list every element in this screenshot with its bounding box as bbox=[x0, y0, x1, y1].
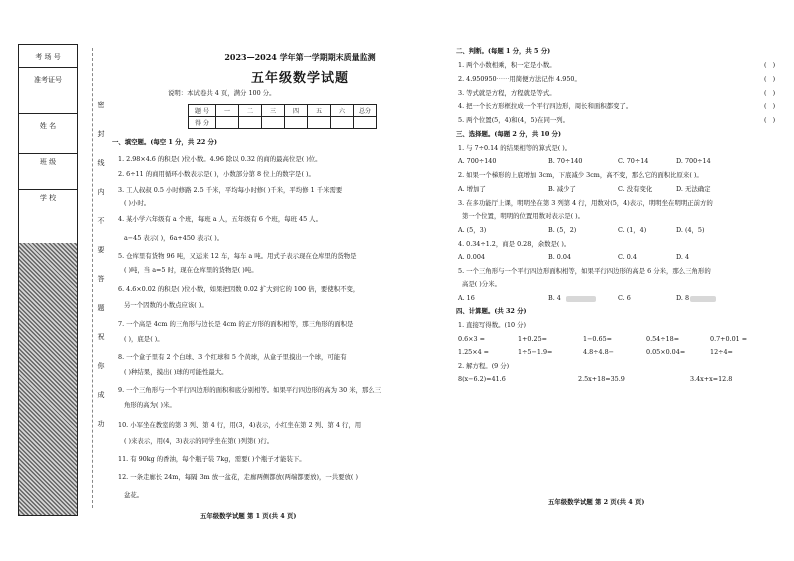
school-cell bbox=[19, 189, 77, 243]
seal-char: 要 bbox=[97, 246, 105, 254]
choice-1-option-c: C. 70÷14 bbox=[618, 157, 649, 165]
score-table-header-row bbox=[189, 105, 377, 117]
seal-text-column bbox=[96, 100, 106, 448]
question-3-line-1: 3. 工人叔叔 0.5 小时修路 2.5 千米，平均每小时修( )千米，平均修 1 千米需要 bbox=[118, 186, 343, 194]
exam-room-cell bbox=[19, 45, 77, 68]
scan-smudge bbox=[566, 296, 596, 302]
calc-part-2-heading: 2. 解方程。(9 分) bbox=[458, 362, 510, 370]
question-1: 1. 2.98×4.6 的积是( )位小数。4.96 除以 0.32 的商的最高位是( )位。 bbox=[118, 155, 322, 163]
score-cell bbox=[262, 117, 285, 129]
class-cell bbox=[19, 153, 77, 190]
choice-5-line-2: 高是( )分米。 bbox=[462, 280, 501, 288]
ticket-number-label: 准考证号 bbox=[34, 76, 62, 84]
exam-year-title: 2023—2024 学年第一学期期末质量监测 bbox=[224, 52, 376, 62]
choice-5-option-c: C. 6 bbox=[618, 294, 631, 302]
mental-calc-1: 0.6×3 = bbox=[458, 335, 485, 343]
judge-1: 1. 两个小数相乘，积一定是小数。 bbox=[458, 61, 556, 69]
choice-4-option-d: D. 4 bbox=[676, 253, 690, 261]
mental-calc-6: 1.25×4 = bbox=[458, 348, 490, 356]
question-4-line-1: 4. 某小学六年级有 a 个班，每班 a 人，五年级有 6 个班，每班 45 人。 bbox=[118, 215, 322, 223]
question-8-line-2: ( )种结果，摸出( )球的可能性最大。 bbox=[124, 368, 228, 376]
seal-char: 密 bbox=[97, 101, 105, 109]
question-6-line-1: 6. 4.6×0.02 的积是( )位小数，如果把因数 0.02 扩大到它的 100 倍，要使积不变， bbox=[118, 285, 360, 293]
question-4-line-2: a−45 表示( )，6a+450 表示( )。 bbox=[124, 234, 224, 242]
choice-3-option-d: D. (4，5) bbox=[676, 226, 705, 234]
question-6-line-2: 另一个因数的小数点应该( )。 bbox=[124, 301, 208, 309]
score-cell bbox=[239, 117, 262, 129]
equation-3: 3.4x+x=12.8 bbox=[690, 375, 733, 383]
question-12-line-1: 12. 一条走廊长 24m，每隔 3m 放一盆花，走廊两侧都放(两端都要放)，一共要放( ) bbox=[118, 473, 358, 481]
score-table bbox=[188, 104, 377, 129]
question-5-line-2: ( )吨，当 a=5 时，现在仓库里的货物是( )吨。 bbox=[124, 266, 258, 274]
calc-part-1-heading: 1. 直接写得数。(10 分) bbox=[458, 321, 527, 329]
binding-strip bbox=[18, 44, 78, 516]
question-3-line-2: ( )小时。 bbox=[124, 199, 151, 207]
mental-calc-7: 1÷5−1.9= bbox=[518, 348, 553, 356]
choice-2-option-b: B. 减少了 bbox=[548, 185, 576, 193]
seal-char: 不 bbox=[97, 217, 105, 225]
seal-char: 祝 bbox=[97, 333, 105, 341]
score-header-cell: 三 bbox=[262, 105, 285, 117]
exam-note: 说明：本试卷共 4 页，满分 100 分。 bbox=[168, 89, 276, 97]
choice-4-option-a: A. 0.004 bbox=[458, 253, 485, 261]
choice-2-option-a: A. 增加了 bbox=[458, 185, 486, 193]
choice-4-option-c: C. 0.4 bbox=[618, 253, 637, 261]
seal-char: 功 bbox=[97, 420, 105, 428]
ticket-number-cell bbox=[19, 67, 77, 114]
score-cell bbox=[308, 117, 331, 129]
score-table-score-row bbox=[189, 117, 377, 129]
seal-char: 成 bbox=[97, 391, 105, 399]
question-5-line-1: 5. 仓库里有货物 96 吨，又运来 12 车，每车 a 吨。用式子表示现在仓库里的货物是 bbox=[118, 252, 357, 260]
score-cell bbox=[354, 117, 377, 129]
choice-5-option-b: B. 4 bbox=[548, 294, 561, 302]
judge-4: 4. 把一个长方形框拉成一个平行四边形，周长和面积都变了。 bbox=[458, 102, 633, 110]
score-header-cell: 四 bbox=[285, 105, 308, 117]
page-footer-2: 五年级数学试题 第 2 页(共 4 页) bbox=[548, 498, 645, 506]
seal-char: 封 bbox=[97, 130, 105, 138]
choice-2-option-c: C. 没有变化 bbox=[618, 185, 653, 193]
name-cell bbox=[19, 113, 77, 154]
question-9-line-2: 角形的高为( )米。 bbox=[124, 401, 176, 409]
section-choice-heading: 三、选择题。(每题 2 分，共 10 分) bbox=[456, 130, 561, 138]
judge-5: 5. 两个位置(5，4)和(4，5)在同一列。 bbox=[458, 116, 570, 124]
score-header-cell: 题 号 bbox=[189, 105, 216, 117]
choice-5-option-d: D. 8 bbox=[676, 294, 690, 302]
choice-2: 2. 如果一个梯形的上底增加 3cm，下底减少 3cm，高不变，那么它的面积比原来( )。 bbox=[458, 171, 703, 179]
seal-char: 内 bbox=[97, 188, 105, 196]
name-label: 姓 名 bbox=[39, 122, 57, 130]
choice-5-option-a: A. 16 bbox=[458, 294, 475, 302]
question-7-line-1: 7. 一个高是 4cm 的三角形与边长是 4cm 的正方形的面积相等，那三角形的面积是 bbox=[118, 320, 354, 328]
question-9-line-1: 9. 一个三角形与一个平行四边形的面积和底分别相等。如果平行四边形的高为 30 米，那么三 bbox=[118, 386, 382, 394]
score-cell bbox=[331, 117, 354, 129]
choice-3-line-1: 3. 在多功能厅上课，明明坐在第 3 列第 4 行，用数对(5，4)表示，明明坐在明明正前方的 bbox=[458, 199, 713, 207]
score-header-cell: 六 bbox=[331, 105, 354, 117]
mental-calc-8: 4.8÷4.8− bbox=[583, 348, 615, 356]
question-11: 11. 有 90kg 的香油，每个瓶子装 7kg，需要( )个瓶子才能装下。 bbox=[118, 455, 306, 463]
choice-3-option-a: A. (5，3) bbox=[458, 226, 487, 234]
score-cell bbox=[285, 117, 308, 129]
judge-2: 2. 4.950950⋯⋯用简便方法记作 4.950。 bbox=[458, 75, 581, 83]
choice-1-option-d: D. 700÷14 bbox=[676, 157, 711, 165]
score-header-cell: 总分 bbox=[354, 105, 377, 117]
school-label: 学 校 bbox=[39, 194, 57, 202]
section-fill-blank-heading: 一、填空题。(每空 1 分，共 22 分) bbox=[112, 138, 217, 146]
mental-calc-9: 0.05×0.04= bbox=[646, 348, 686, 356]
equation-1: 8(x−6.2)=41.6 bbox=[458, 375, 506, 383]
score-header-cell: 五 bbox=[308, 105, 331, 117]
section-calculation-heading: 四、计算题。(共 32 分) bbox=[456, 307, 527, 315]
question-8-line-1: 8. 一个盒子里有 2 个白球、3 个红球和 5 个黄球，从盒子里摸出一个球，可能有 bbox=[118, 353, 347, 361]
question-10-line-1: 10. 小军坐在教室的第 3 列、第 4 行，用(3，4)表示，小红坐在第 2 列、第 4 行，用 bbox=[118, 421, 362, 429]
score-header-cell: 二 bbox=[239, 105, 262, 117]
question-12-line-2: 盆花。 bbox=[124, 491, 144, 499]
judge-3: 3. 等式就是方程，方程就是等式。 bbox=[458, 89, 556, 97]
score-header-cell: 一 bbox=[216, 105, 239, 117]
equation-2: 2.5x+18=35.9 bbox=[578, 375, 625, 383]
exam-subject-title: 五年级数学试题 bbox=[250, 71, 349, 86]
mental-calc-5: 0.7+0.01 = bbox=[710, 335, 748, 343]
mental-calc-10: 12÷4= bbox=[710, 348, 733, 356]
choice-1-option-b: B. 70÷140 bbox=[548, 157, 583, 165]
seal-char: 你 bbox=[97, 362, 105, 370]
mental-calc-4: 0.54÷18= bbox=[646, 335, 680, 343]
choice-3-line-2: 第一个位置，明明的位置用数对表示是( )。 bbox=[462, 212, 585, 220]
seal-char: 答 bbox=[97, 275, 105, 283]
section-true-false-heading: 二、判断。(每题 1 分，共 5 分) bbox=[456, 47, 551, 55]
choice-1-option-a: A. 700÷140 bbox=[458, 157, 497, 165]
hatched-binding-area bbox=[19, 243, 77, 515]
scan-smudge bbox=[690, 296, 716, 302]
choice-3-option-c: C. (1，4) bbox=[618, 226, 647, 234]
choice-3-option-b: B. (5，2) bbox=[548, 226, 577, 234]
choice-4-option-b: B. 0.04 bbox=[548, 253, 571, 261]
choice-5-line-1: 5. 一个三角形与一个平行四边形面积相等，如果平行四边形的高是 6 分米，那么三角形的 bbox=[458, 267, 711, 275]
choice-1: 1. 与 7÷0.14 的结果相等的算式是( )。 bbox=[458, 144, 572, 152]
choice-2-option-d: D. 无法确定 bbox=[676, 185, 711, 193]
question-7-line-2: ( )，底是( )。 bbox=[124, 335, 164, 343]
score-cell bbox=[216, 117, 239, 129]
mental-calc-2: 1+0.25= bbox=[518, 335, 548, 343]
choice-4: 4. 0.34÷1.2，商是 0.28，余数是( )。 bbox=[458, 240, 571, 248]
seal-char: 题 bbox=[97, 304, 105, 312]
question-10-line-2: ( )来表示，用(4，3)表示的同学坐在第( )列第( )行。 bbox=[124, 437, 274, 445]
question-2: 2. 6÷11 的商用循环小数表示是( )，小数部分第 8 位上的数字是( )。 bbox=[118, 170, 315, 178]
class-label: 班 级 bbox=[39, 158, 57, 166]
exam-room-label: 考 场 号 bbox=[35, 53, 61, 61]
seal-char: 线 bbox=[97, 159, 105, 167]
mental-calc-3: 1−0.65= bbox=[583, 335, 613, 343]
score-row-label: 得 分 bbox=[189, 117, 216, 129]
seal-dashed-line bbox=[92, 48, 93, 508]
page-footer-1: 五年级数学试题 第 1 页(共 4 页) bbox=[200, 512, 297, 520]
